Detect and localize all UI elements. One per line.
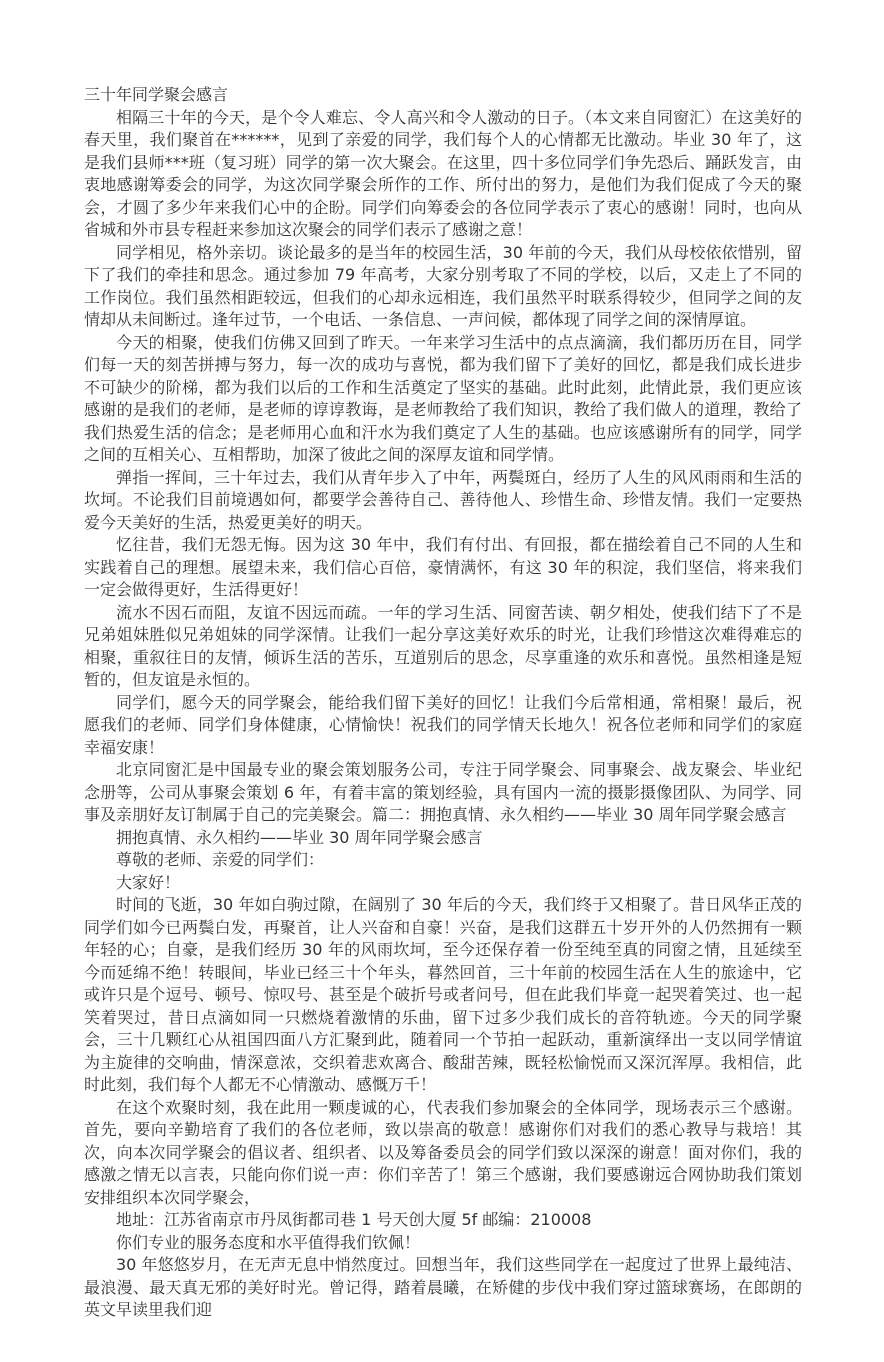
paragraph: 时间的飞逝，30 年如白驹过隙，在阔别了 30 年后的今天，我们终于又相聚了。昔日风华正茂的同学们如今已两鬓白发，再聚首，让人兴奋和自豪！兴奋，是我们这群五十岁开外的人仍然拥有一颗年轻的心；自豪，是我们经历 30 年的风雨坎坷，至今还保存着一份至纯至真的同窗之情，且延续至今而延绵不绝！转眼间，毕业已经三十个年头，暮然回首，三十年前的校园生活在人生的旅途中，它或许只是个逗号、顿号、惊叹号、甚至是个破折号或者问号，但在此我们毕竟一起哭着笑过、也一起笑着哭过，昔日点滴如同一只燃烧着激情的乐曲，留下过多少我们成长的音符轨迹。今天的同学聚会，三十几颗红心从祖国四面八方汇聚到此，随着同一个节拍一起跃动，重新演绎出一支以同学情谊为主旋律的交响曲，情深意浓，交织着悲欢离合、酸甜苦辣，既轻松愉悦而又深沉浑厚。我相信，此时此刻，我们每个人都无不心情激动、感慨万千！ — [84, 895, 802, 1094]
paragraph-salutation: 尊敬的老师、亲爱的同学们： — [116, 850, 325, 869]
paragraph: 忆往昔，我们无怨无悔。因为这 30 年中，我们有付出、有回报，都在描绘着自己不同的人生和实践着自己的理想。展望未来，我们信心百倍，豪情满怀，有这 30 年的积淀，我们坚信，将来我们一定会做得更好，生活得更好！ — [84, 535, 802, 599]
paragraph: 相隔三十年的今天，是个令人难忘、令人高兴和令人激动的日子。（本文来自同窗汇）在这美好的春天里，我们聚首在******，见到了亲爱的同学，我们每个人的心情都无比激动。毕业 30 年了，这是我们县师***班（复习班）同学的第一次大聚会。在这里，四十多位同学们争先恐后、踊跃发言，由衷地感谢筹委会的同学，为这次同学聚会所作的工作、所付出的努力，是他们为我们促成了今天的聚会，才圆了多少年来我们心中的企盼。同学们向筹委会的各位同学表示了衷心的感谢！同时，也向从省城和外市县专程赶来参加这次聚会的同学们表示了感谢之意！ — [84, 107, 802, 239]
paragraph: 流水不因石而阻，友谊不因远而疏。一年的学习生活、同窗苦读、朝夕相处，使我们结下了不是兄弟姐妹胜似兄弟姐妹的同学深情。让我们一起分享这美好欢乐的时光，让我们珍惜这次难得难忘的相聚，重叙往日的友情，倾诉生活的苦乐，互道别后的思念，尽享重逢的欢乐和喜悦。虽然相逢是短暂的，但友谊是永恒的。 — [84, 602, 802, 689]
paragraph-subtitle: 拥抱真情、永久相约——毕业 30 周年同学聚会感言 — [116, 827, 483, 847]
paragraph: 今天的相聚，使我们仿佛又回到了昨天。一年来学习生活中的点点滴滴，我们都历历在目，同学们每一天的刻苦拼搏与努力，每一次的成功与喜悦，都为我们留下了美好的回忆，都是我们成长进步不可缺少的阶梯，都为我们以后的工作和生活奠定了坚实的基础。此时此刻，此情此景，我们更应该感谢的是我们的老师，是老师的谆谆教诲，是老师教给了我们知识，教给了我们做人的道理，教给了我们热爱生活的信念；是老师用心血和汗水为我们奠定了人生的基础。也应该感谢所有的同学，同学之间的互相关心、互相帮助，加深了彼此之间的深厚友谊和同学情。 — [84, 332, 802, 464]
paragraph: 在这个欢聚时刻，我在此用一颗虔诚的心，代表我们参加聚会的全体同学，现场表示三个感谢。首先，要向辛勤培育了我们的各位老师，致以崇高的敬意！感谢你们对我们的悉心教导与栽培！其次，向本次同学聚会的倡议者、组织者、以及筹备委员会的同学们致以深深的谢意！面对你们，我的感激之情无以言表，只能向你们说一声：你们辛苦了！第三个感谢，我们要感谢远合网协助我们策划安排组织本次同学聚会， — [84, 1097, 802, 1207]
paragraph: 弹指一挥间，三十年过去，我们从青年步入了中年，两鬓斑白，经历了人生的风风雨雨和生活的坎坷。不论我们目前境遇如何，都要学会善待自己、善待他人、珍惜生命、珍惜友情。我们一定要热爱今天美好的生活，热爱更美好的明天。 — [84, 467, 802, 532]
paragraph: 同学相见，格外亲切。谈论最多的是当年的校园生活，30 年前的今天，我们从母校依依惜别，留下了我们的牵挂和思念。通过参加 79 年高考，大家分别考取了不同的学校，以后，又走上了不同的工作岗位。我们虽然相距较远，但我们的心却永远相连，我们虽然平时联系得较少，但同学之间的友情却从未间断过。逢年过节，一个电话、一条信息、一声问候，都体现了同学之间的深情厚谊。 — [84, 242, 802, 329]
paragraph-address: 地址：江苏省南京市丹凤街都司巷 1 号天创大厦 5f 邮编：210008 — [116, 1210, 592, 1229]
paragraph-greeting: 大家好！ — [116, 872, 181, 892]
paragraph: 30 年悠悠岁月，在无声无息中悄然度过。回想当年，我们这些同学在一起度过了世界上最纯洁、最浪漫、最天真无邪的美好时光。曾记得，踏着晨曦，在矫健的步伐中我们穿过篮球赛场，在郎朗的英文早读里我们迎 — [84, 1255, 802, 1319]
paragraph: 你们专业的服务态度和水平值得我们钦佩！ — [116, 1232, 421, 1252]
paragraph: 同学们，愿今天的同学聚会，能给我们留下美好的回忆！让我们今后常相通，常相聚！最后，祝愿我们的老师、同学们身体健康，心情愉快！祝我们的同学情天长地久！祝各位老师和同学们的家庭幸福安康！ — [84, 692, 802, 757]
document-title: 三十年同学聚会感言 — [84, 85, 229, 104]
paragraph: 北京同窗汇是中国最专业的聚会策划服务公司，专注于同学聚会、同事聚会、战友聚会、毕业纪念册等，公司从事聚会策划 6 年，有着丰富的策划经验，具有国内一流的摄影摄像团队、为同学、同事及亲朋好友订制属于自己的完美聚会。篇二：拥抱真情、永久相约——毕业 30 周年同学聚会感言 — [84, 760, 802, 824]
